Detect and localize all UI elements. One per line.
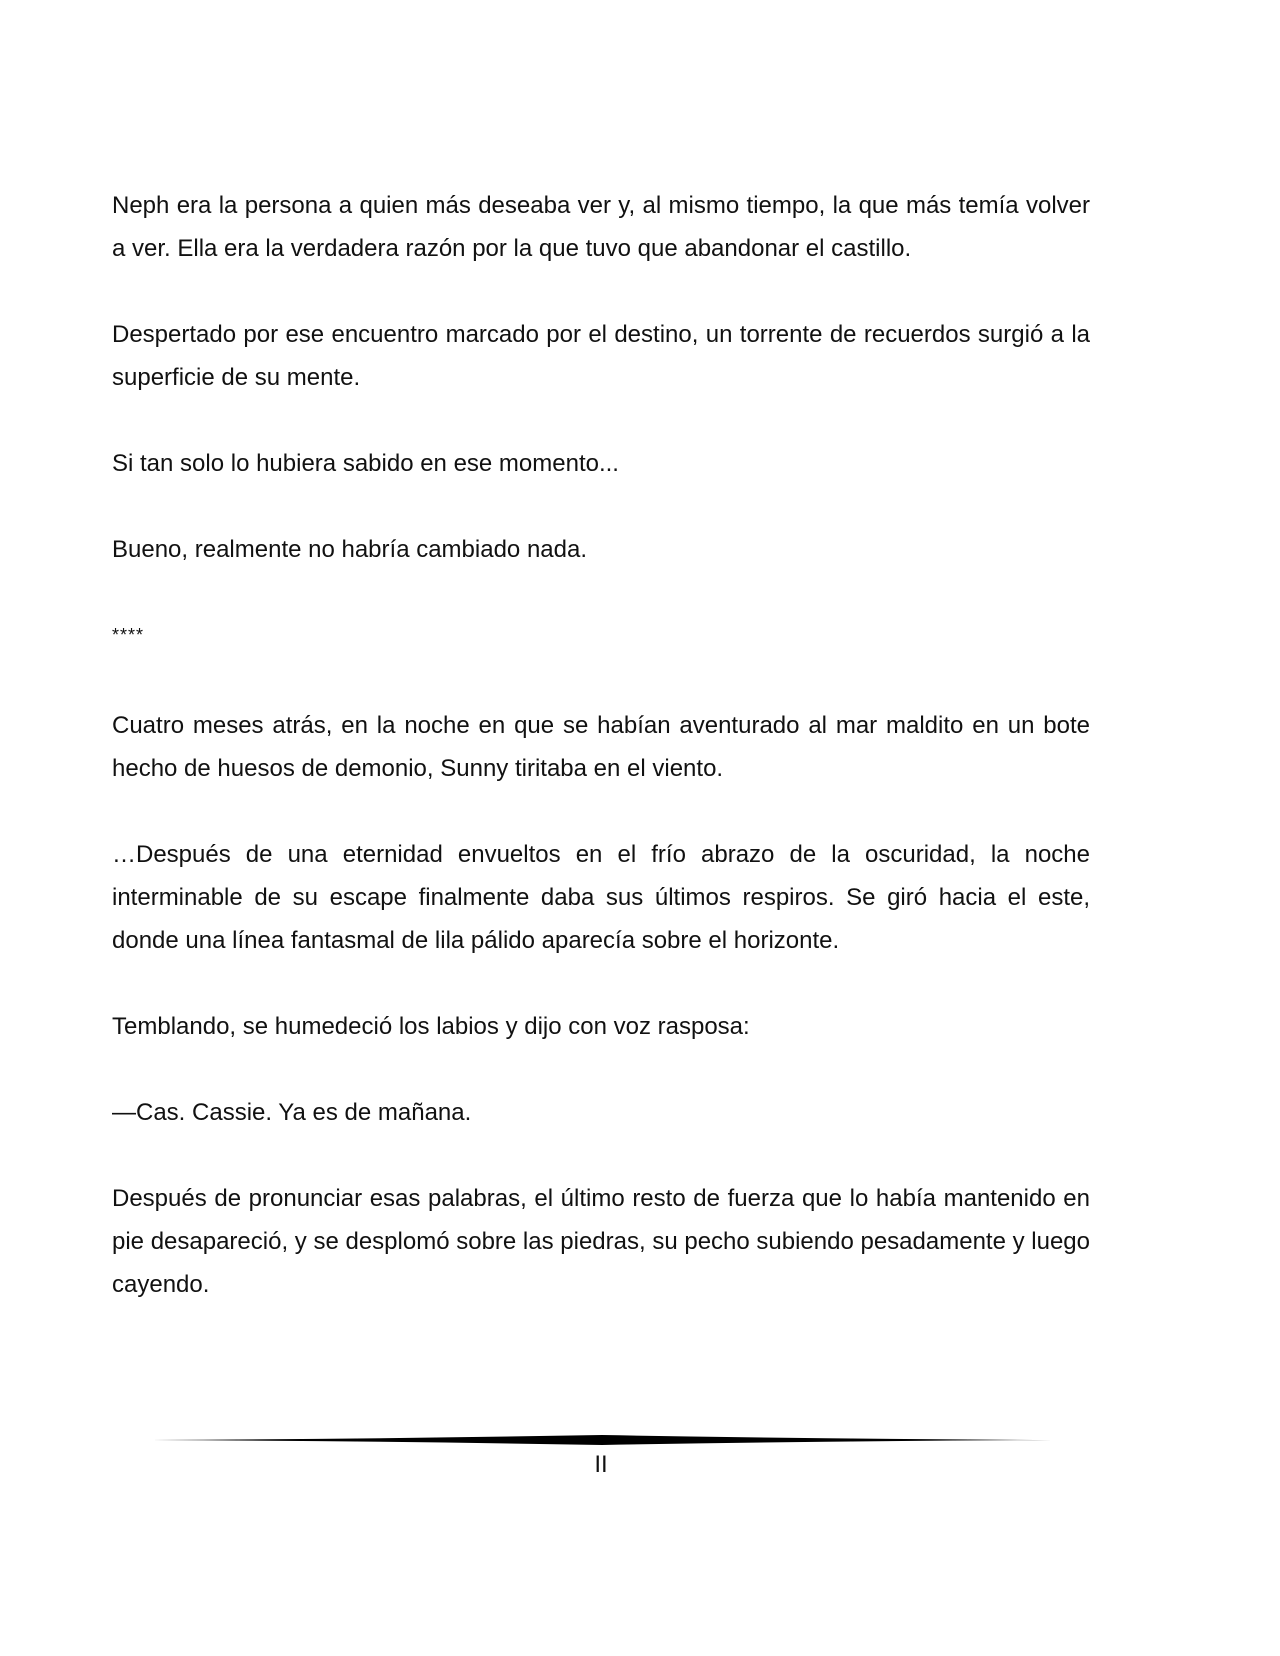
paragraph: Temblando, se humedeció los labios y dijo con voz rasposa: [112,1013,750,1040]
paragraph: Si tan solo lo hubiera sabido en ese momento... [112,450,619,477]
page-number: II [594,1451,608,1478]
body-text [112,184,1090,1349]
paragraph: —Cas. Cassie. Ya es de mañana. [112,1099,472,1126]
paragraph: Neph era la persona a quien más deseaba ver y, al mismo tiempo, la que más temía volver a ver. Ella era la verdadera razón por la que tuvo que abandonar el castillo. [112,192,1090,262]
scene-separator: **** [112,625,145,645]
paragraph: …Después de una eternidad envueltos en el frío abrazo de la oscuridad, la noche interminable de su escape finalmente daba sus últimos respiros. Se giró hacia el este, donde una línea fantasmal de lila pálido aparecía sobre el horizonte. [112,841,1090,954]
paragraph: Despertado por ese encuentro marcado por el destino, un torrente de recuerdos surgió a la superficie de su mente. [112,321,1090,391]
paragraph: Cuatro meses atrás, en la noche en que se habían aventurado al mar maldito en un bote hecho de huesos de demonio, Sunny tiritaba en el viento. [112,712,1090,782]
footer-rule [152,1434,1052,1446]
footer-rule-shape [152,1435,1052,1445]
paragraph: Bueno, realmente no habría cambiado nada. [112,536,587,563]
paragraph: Después de pronunciar esas palabras, el último resto de fuerza que lo había mantenido en pie desapareció, y se desplomó sobre las piedras, su pecho subiendo pesadamente y luego cayendo. [112,1185,1090,1298]
